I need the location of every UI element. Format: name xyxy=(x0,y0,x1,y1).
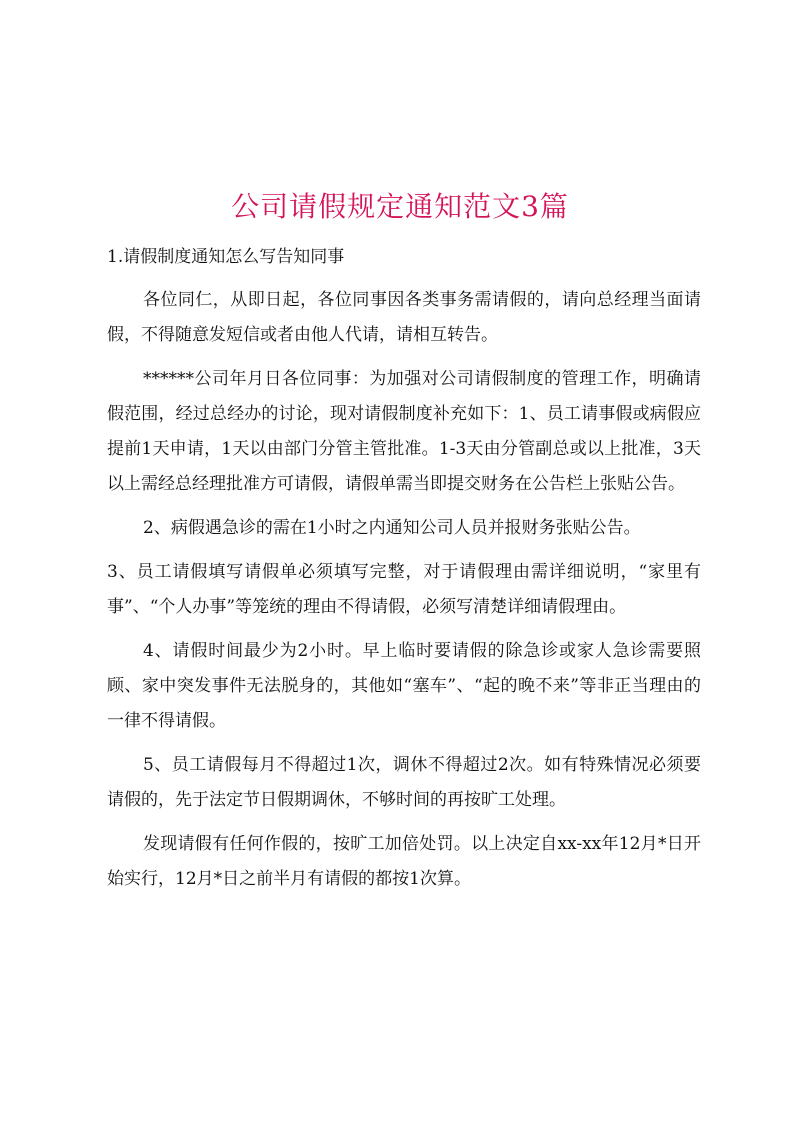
document-body xyxy=(107,283,701,906)
paragraph-penalty: 发现请假有任何作假的，按旷工加倍处罚。以上决定自xx-xx年12月*日开始实行，12月*日之前半月有请假的都按1次算。 xyxy=(107,834,701,889)
page-title: 公司请假规定通知范文3篇 xyxy=(231,189,569,223)
paragraph-policy-3: 3、员工请假填写请假单必须填写完整，对于请假理由需详细说明，“家里有事”、“个人办事”等笼统的理由不得请假，必须写清楚详细请假理由。 xyxy=(107,562,701,617)
paragraph-notice: 各位同仁，从即日起，各位同事因各类事务需请假的，请向总经理当面请假，不得随意发短信或者由他人代请，请相互转告。 xyxy=(107,290,701,345)
paragraph-policy-2: 2、病假遇急诊的需在1小时之内通知公司人员并报财务张贴公告。 xyxy=(143,518,641,538)
paragraph-policy-5: 5、员工请假每月不得超过1次，调休不得超过2次。如有特殊情况必须要请假的，先于法定节日假期调休，不够时间的再按旷工处理。 xyxy=(107,755,701,810)
paragraph-policy-1: ******公司年月日各位同事：为加强对公司请假制度的管理工作，明确请假范围，经过总经办的讨论，现对请假制度补充如下：1、员工请事假或病假应提前1天申请，1天以由部门分管主管批准。1-3天由分管副总或以上批准，3天以上需经总经理批准方可请假，请假单需当即提交财务在公告栏上张贴公告。 xyxy=(107,369,701,494)
paragraph-policy-4: 4、请假时间最少为2小时。早上临时要请假的除急诊或家人急诊需要照顾、家中突发事件无法脱身的，其他如“塞车”、“起的晚不来”等非正当理由的一律不得请假。 xyxy=(107,641,701,731)
section-heading: 1.请假制度通知怎么写告知同事 xyxy=(107,247,345,267)
